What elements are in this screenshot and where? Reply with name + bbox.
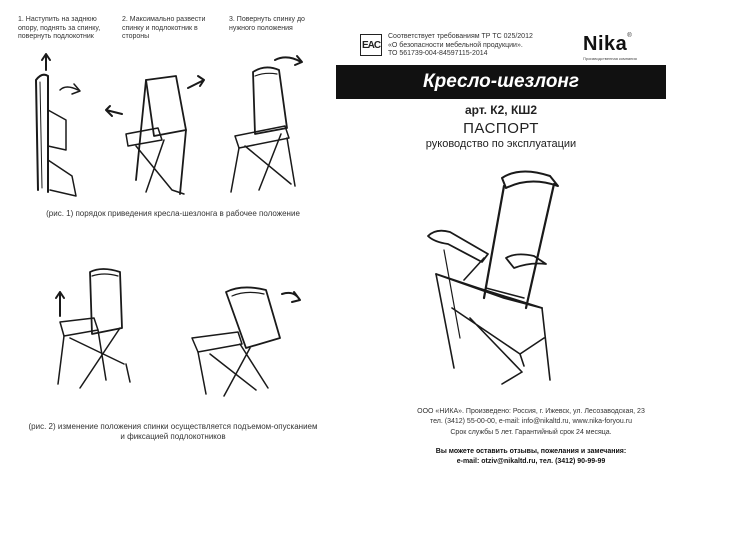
eac-certification-mark: EAC [360,34,382,56]
certification-text [388,33,568,59]
step-2-text: Максимально развести спинку и подлокотник в стороны [122,16,206,40]
certification-line-2: «О безопасности мебельной продукции». [388,41,523,49]
article-number: арт. К2, КШ2 [464,103,538,117]
step-1-instruction [18,16,116,42]
certification-line-1: Соответствует требованиям ТР ТС 025/2012 [388,33,533,40]
document-type: ПАСПОРТ [463,120,539,137]
company-contacts: тел. (3412) 55-00-00, e-mail: info@nikaltd.ru, www.nika-foryou.ru [429,417,632,425]
armrest-lift-illustration-right [188,282,308,402]
spreading-chair-illustration [106,70,206,200]
folded-chair-illustration [26,50,86,200]
warranty-info: Срок службы 5 лет. Гарантийный срок 24 месяца. [450,429,612,436]
step-1-number: 1. [18,16,24,23]
step-1-text: Наступить на заднюю опору, поднять за спинку, повернуть подлокотник [18,16,101,40]
manual-subtitle: руководство по эксплуатации [425,138,577,150]
step-3-text: Повернуть спинку до нужного положения [229,16,305,32]
feedback-info [336,447,726,466]
step-2-instruction [122,16,218,42]
product-title-banner [336,65,666,99]
product-title: Кресло-шезлонг [422,71,580,92]
feedback-prompt: Вы можете оставить отзывы, пожелания и замечания: [435,448,627,455]
lounge-chair-main-illustration [424,158,564,388]
figure-2-caption [12,422,334,442]
armrest-lift-illustration-left [50,264,140,394]
step-2-number: 2. [122,16,128,23]
certification-line-3: ТО 561739-004-84597115-2014 [388,50,488,57]
figure-2-caption-line-2: и фиксацией подлокотников [120,432,226,441]
figure-1-caption: (рис. 1) порядок приведения кресла-шезлонга в рабочее положение [46,209,300,218]
step-3-number: 3. [229,16,235,23]
feedback-contacts: e-mail: otziv@nikaltd.ru, тел. (3412) 90-99-99 [456,457,606,465]
brand-logo [583,33,673,61]
brand-name: Nika [583,33,628,55]
figure-2-caption-line-1: (рис. 2) изменение положения спинки осуществляется подъемом-опусканием [28,422,318,431]
registered-mark: ® [627,33,632,39]
brand-subtitle: Производственная компания [583,56,637,61]
step-3-instruction [229,16,311,33]
company-info [336,407,726,438]
reclining-backrest-illustration [225,56,320,196]
company-address: ООО «НИКА». Произведено: Россия, г. Ижевск, ул. Лесозаводская, 23 [417,408,645,415]
